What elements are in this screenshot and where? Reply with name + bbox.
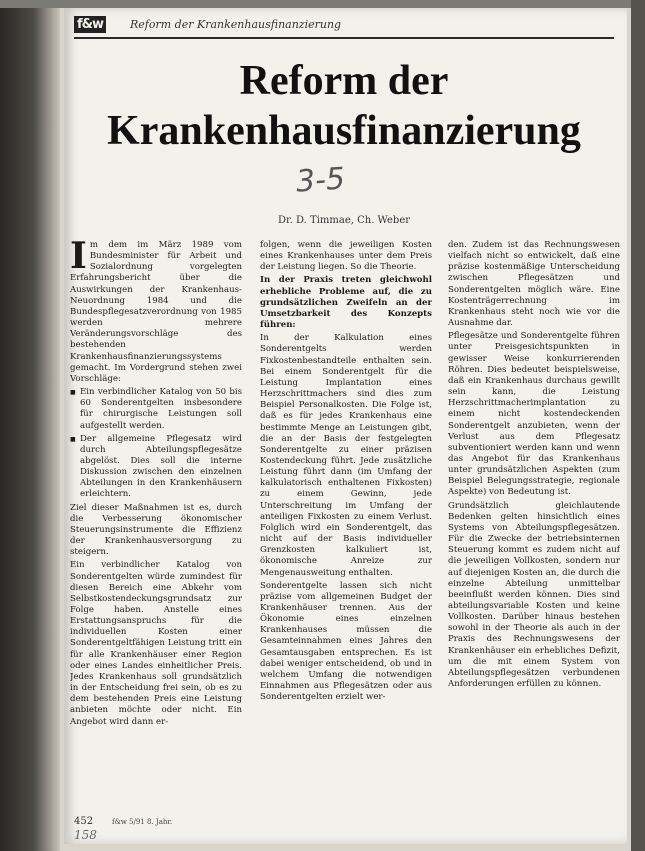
paragraph: Pflegesätze und Sonderentgelte führen unter Preisgesichtspunkten in gewisser Weise konkurrierenden Röhren. Dies bedeutet beispielsweise, daß ein Krankenhaus durchaus gewillt sein kann, die Leistung Herzschrittmacherimplantation zu einem nicht kostendeckenden Sonderentgelt anzubieten, wenn der Verlust aus dem Pflegesatz subventioniert werden kann und wenn das Angebot für das Krankenhaus unter grundsätzlichen Aspekten (zum Beispiel Belegungsstrategie, regionale Aspekte) von Bedeutung ist. bbox=[448, 331, 620, 498]
running-title: Reform der Krankenhausfinanzierung bbox=[130, 18, 342, 31]
running-header bbox=[74, 15, 614, 39]
text-column-3 bbox=[448, 240, 620, 816]
paragraph: folgen, wenn die jeweiligen Kosten eines Krankenhauses unter dem Preis der Leistung liegen. So die Theorie. bbox=[260, 240, 432, 273]
document-page bbox=[64, 8, 627, 844]
footer-source: f&w 5/91 8. Jahr. bbox=[112, 818, 173, 826]
scan-edge-top bbox=[0, 0, 645, 8]
handwritten-note: 3-5 bbox=[294, 161, 347, 200]
title-line-2: Krankenhausfinanzierung bbox=[107, 108, 581, 154]
scan-edge-right bbox=[631, 0, 645, 851]
paragraph: Sonderentgelte lassen sich nicht präzise vom allgemeinen Budget der Krankenhäuser trennen. Aus der Ökonomie eines einzelnen Krankenhauses müssen die Gesamteinnahmen eines Jahres den Gesamtausgaben entsprechen. Es ist dabei weniger entscheidend, ob und in welchem Umfang die notwendigen Einnahmen aus Pflegesätzen oder aus Sonderentgelten erzielt wer- bbox=[260, 580, 432, 703]
bullet-item: ■ Ein verbindlicher Katalog von 50 bis 60 Sonderentgelten insbesondere für chirurgische Leistungen soll aufgestellt werden. bbox=[70, 387, 242, 432]
journal-logo: f&w bbox=[74, 16, 106, 33]
paragraph: Ziel dieser Maßnahmen ist es, durch die Verbesserung ökonomischer Steuerungsinstrumente die Effizienz der Krankenhausversorgung zu steigern. bbox=[70, 502, 242, 558]
paragraph: den. Zudem ist das Rechnungswesen vielfach nicht so entwickelt, daß eine präzise kostenmäßige Unterscheidung zwischen Pflegesätzen und Sonderentgelten möglich wäre. Eine Kostenträgerrechnung im Krankenhaus steht noch wie vor die Ausnahme dar. bbox=[448, 240, 620, 329]
article-title bbox=[74, 56, 614, 156]
paragraph: Grundsätzlich gleichlautende Bedenken gelten hinsichtlich eines Systems von Abteilungspflegesätzen. Für die Zwecke der betriebsinternen Steuerung kommt es zudem nicht auf die jeweiligen Vollkosten, sondern nur auf diejenigen Kosten an, die durch die einzelne Abteilung unmittelbar beeinflußt werden können. Dies sind abteilungsvariable Kosten und keine Vollkosten. Darüber hinaus bestehen sowohl in der Theorie als auch in der Praxis des Rechnungswesens der Krankenhäuser ein erhebliches Defizit, um die mit einem System von Abteilungspflegesätzen verbundenen Anforderungen erfüllen zu können. bbox=[448, 500, 620, 690]
bullet-item: ■ Der allgemeine Pflegesatz wird durch Abteilungspflegesätze abgelöst. Dies soll die interne Diskussion zwischen den einzelnen Abteilungen in den Krankenhäusern erleichtern. bbox=[70, 434, 242, 501]
drop-cap: I bbox=[70, 240, 87, 277]
paragraph: In der Kalkulation eines Sonderentgelts werden Fixkostenbestandteile enthalten sein. Bei einem Sonderentgelt für die Leistung Implantation eines Herzschrittmachers sind dies zum Beispiel Personalkosten. Die Folge ist, daß es für jedes Krankenhaus eine bestimmte Menge an Leistungen gibt, die an der Basis der festgelegten Sonderentgelte zu einer präzisen Kostendeckung führt. Jede zusätzliche Leistung führt dann (im Umfang der kalkulatorisch enthaltenen Fixkosten) zu einem Gewinn, jede Unterschreitung im Umfang der anteiligen Fixkosten zu einem Verlust. Folglich wird ein Sonderentgelt, das nicht auf der Basis individueller Grenzkosten kalkuliert ist, ökonomische Anreize zur Mengenausweitung enthalten. bbox=[260, 333, 432, 578]
paragraph: Im dem im März 1989 vom Bundesminister für Arbeit und Sozialordnung vorgelegten Erfahrungsbericht über die Auswirkungen der Krankenhaus-Neuordnung 1984 und die Bundespflegesatzverordnung von 1985 werden mehrere Veränderungsvorschläge des bestehenden Krankenhausfinanzierungssystems gemacht. Im Vordergrund stehen zwei Vorschläge: bbox=[70, 240, 242, 384]
scan-binding-shadow bbox=[0, 0, 60, 851]
paragraph: Ein verbindlicher Katalog von Sonderentgelten würde zumindest für diesen Bereich eine Abkehr vom Selbstkostendeckungsgrundsatz zur Folge haben. Anstelle eines Erstattungsanspruchs für die individuellen Kosten einer Sonderentgeltfähigen Leistung tritt ein für alle Krankenhäuser einer Region oder eines Landes einheitlicher Preis. Jedes Krankenhaus soll grundsätzlich in der Entscheidung frei sein, ob es zu dem bestehenden Preis eine Leistung anbieten möchte oder nicht. Ein Angebot wird dann er- bbox=[70, 560, 242, 727]
page-number: 452 bbox=[74, 816, 94, 827]
title-line-1: Reform der bbox=[239, 58, 449, 104]
text-column-2 bbox=[260, 240, 432, 816]
article-authors: Dr. D. Timmae, Ch. Weber bbox=[277, 215, 411, 226]
lead-paragraph: In der Praxis treten gleichwohl erhebliche Probleme auf, die zu grundsätzlichen Zweifeln an der Umsetzbarkeit des Konzepts führen: bbox=[260, 275, 432, 331]
text-column-1 bbox=[70, 240, 242, 816]
handwritten-page-number: 158 bbox=[74, 828, 97, 842]
